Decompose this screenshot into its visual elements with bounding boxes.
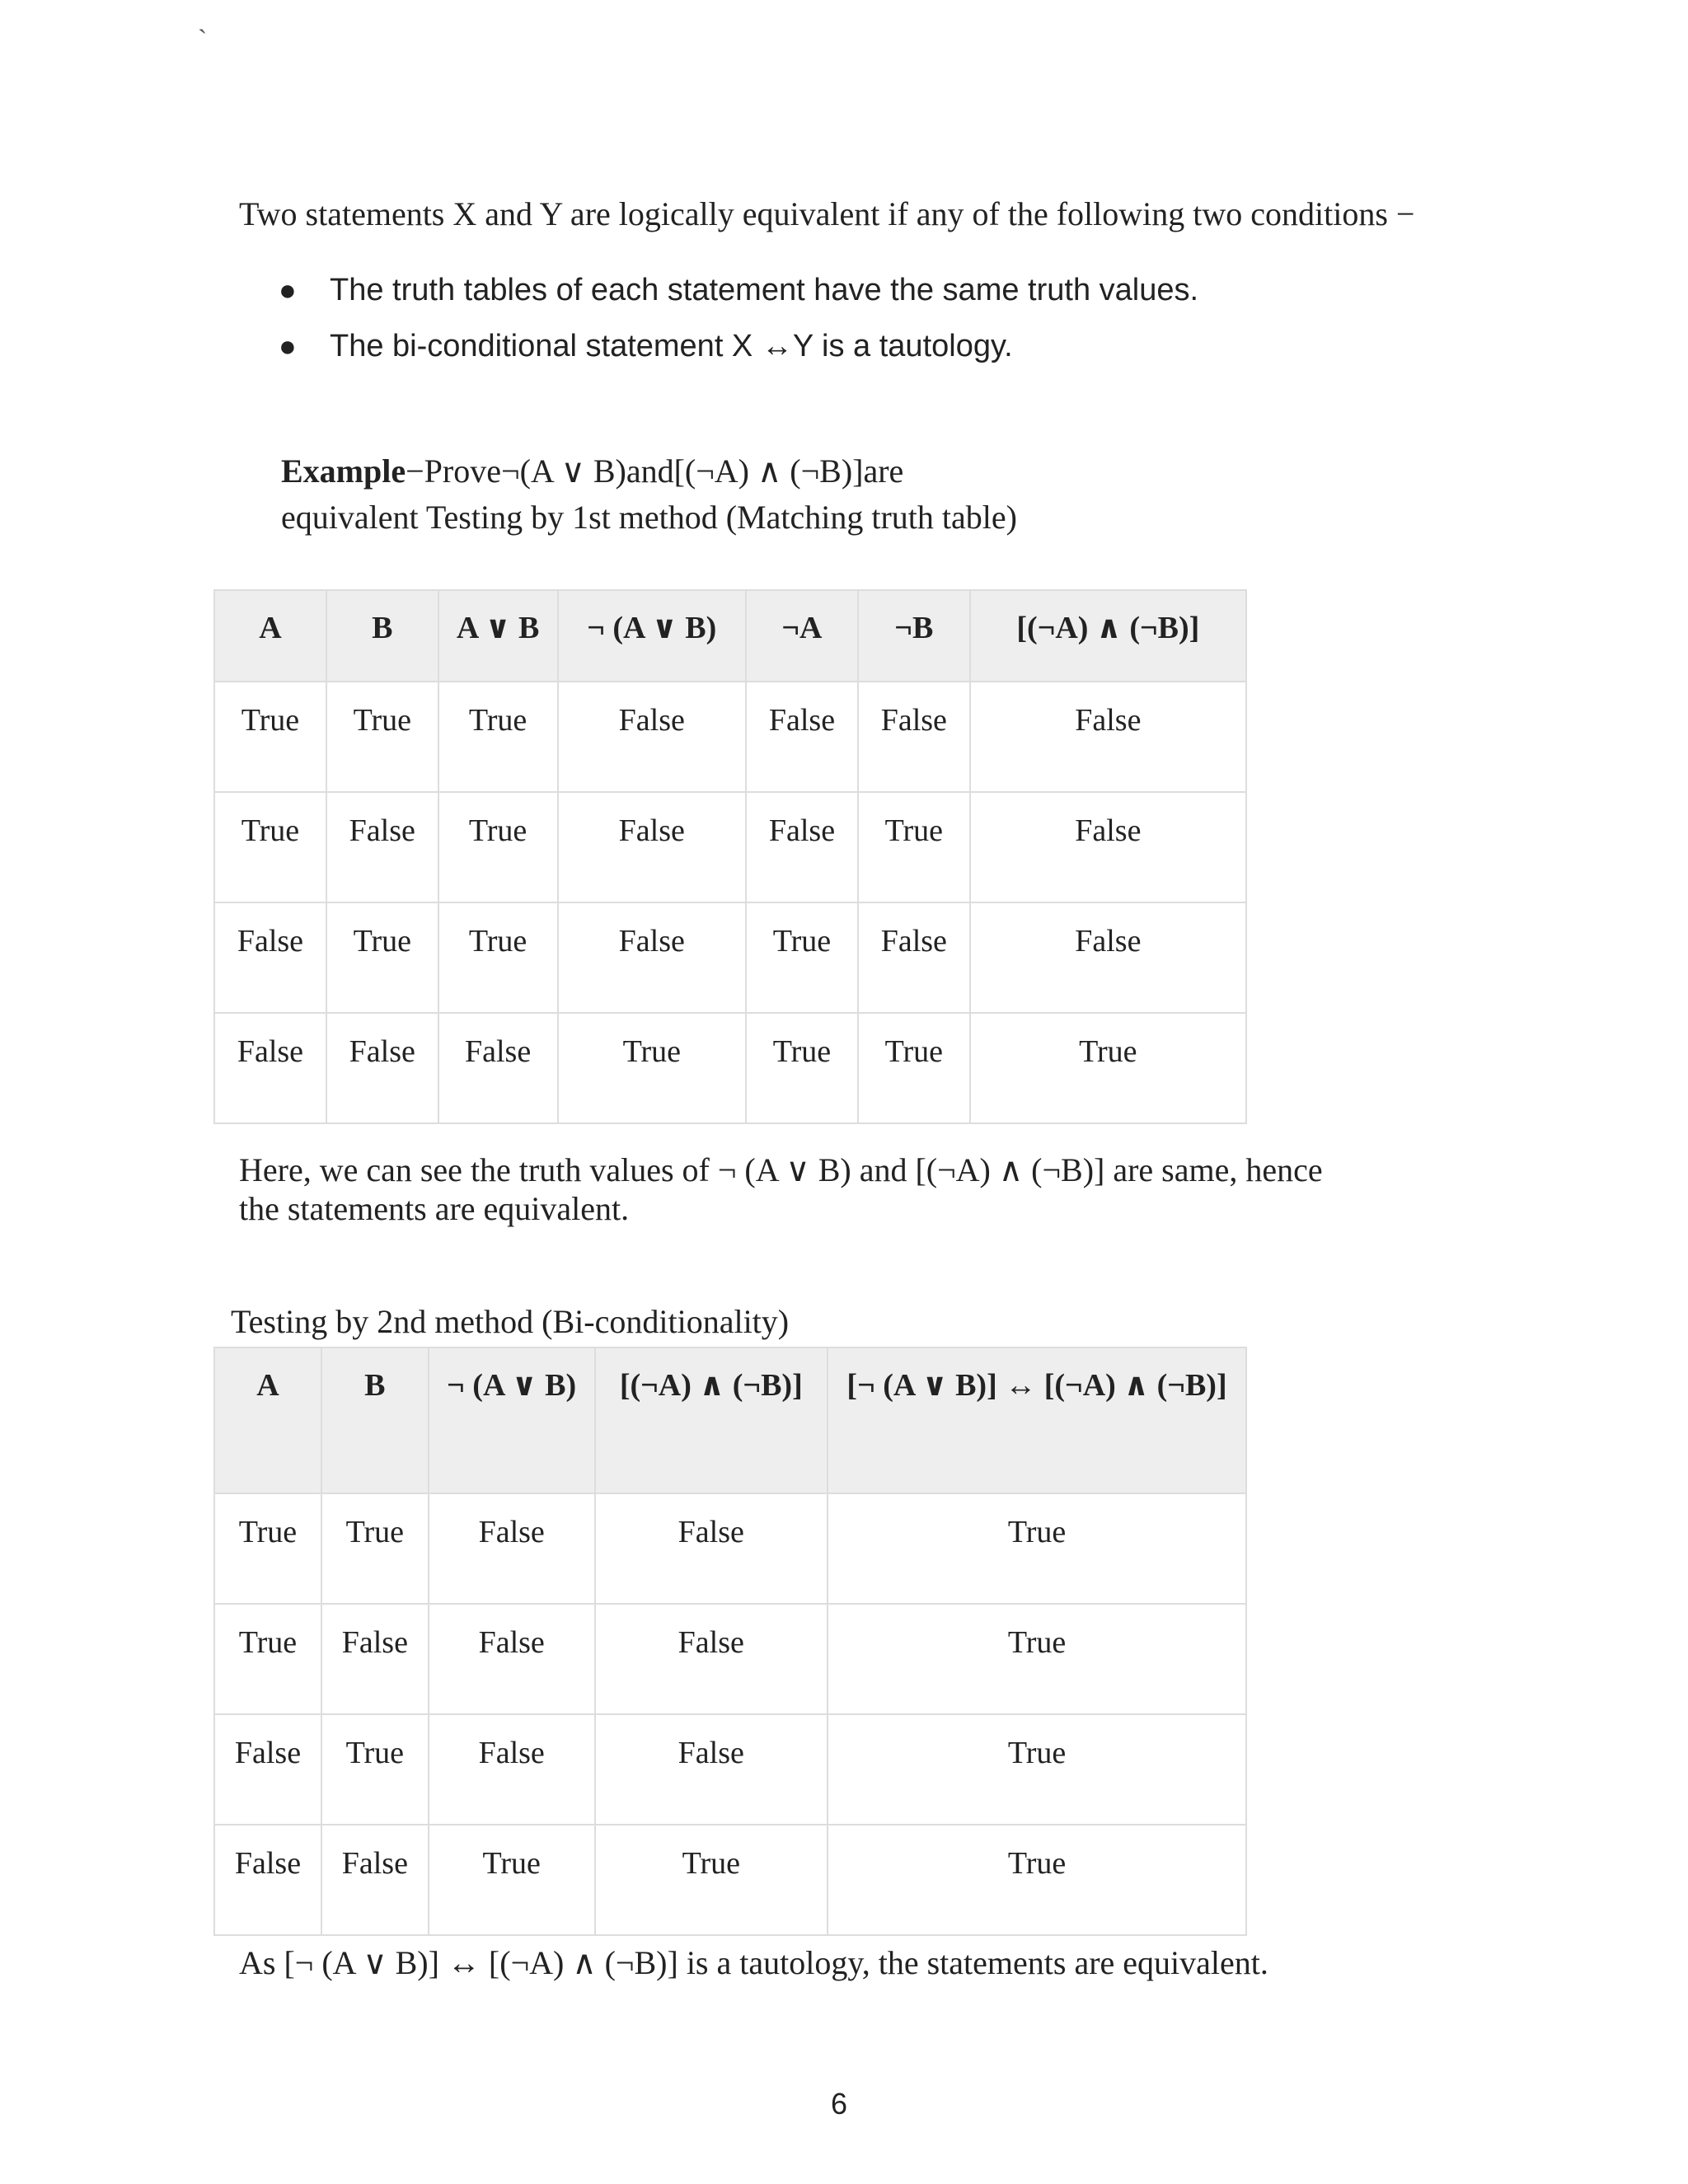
- table-cell: False: [214, 1825, 321, 1935]
- table-cell: False: [558, 682, 747, 792]
- condition-text: The bi-conditional statement X ↔Y is a tautology.: [330, 329, 1013, 363]
- table-cell: True: [321, 1714, 429, 1825]
- table-cell: True: [438, 902, 558, 1013]
- column-header: [¬ (A ∨ B)] ↔ [(¬A) ∧ (¬B)]: [828, 1347, 1246, 1493]
- table-cell: True: [438, 792, 558, 902]
- table-row: [214, 902, 1246, 1013]
- tick-mark: `: [198, 25, 208, 55]
- intro-paragraph: Two statements X and Y are logically equivalent if any of the following two conditions −: [239, 195, 1415, 232]
- table-cell: True: [828, 1604, 1246, 1714]
- condition-text: The truth tables of each statement have the same truth values.: [330, 273, 1199, 307]
- table-cell: True: [558, 1013, 747, 1123]
- table-cell: False: [321, 1604, 429, 1714]
- table-row: [214, 792, 1246, 902]
- table-row: [214, 1604, 1246, 1714]
- table-cell: True: [214, 792, 326, 902]
- table-cell: True: [214, 1493, 321, 1604]
- table-cell: False: [326, 792, 438, 902]
- table-cell: False: [214, 1013, 326, 1123]
- table-cell: False: [970, 792, 1246, 902]
- table-cell: True: [429, 1825, 595, 1935]
- table-cell: True: [214, 682, 326, 792]
- example-text: −Prove¬(A ∨ B)and[(¬A) ∧ (¬B)]are equivalent Testing by 1st method (Matching truth table): [281, 452, 1017, 536]
- table-cell: True: [828, 1493, 1246, 1604]
- column-header: ¬ (A ∨ B): [558, 590, 747, 682]
- table-cell: True: [858, 792, 970, 902]
- table-cell: False: [429, 1714, 595, 1825]
- table-cell: True: [438, 682, 558, 792]
- table-cell: False: [858, 682, 970, 792]
- table-cell: False: [595, 1604, 828, 1714]
- bullet-icon: ●: [279, 329, 297, 363]
- table-cell: True: [828, 1825, 1246, 1935]
- column-header: B: [326, 590, 438, 682]
- page-number: 6: [831, 2087, 848, 2121]
- condition-item: [247, 328, 1198, 384]
- table-cell: True: [746, 1013, 858, 1123]
- table-row: [214, 1013, 1246, 1123]
- table-header-row: [214, 1347, 1246, 1493]
- table-header-row: [214, 590, 1246, 682]
- conclusion-method-1: Here, we can see the truth values of ¬ (A ∨ B) and [(¬A) ∧ (¬B)] are same, hence the statements are equivalent.: [239, 1151, 1323, 1227]
- table-cell: False: [558, 792, 747, 902]
- table-cell: False: [558, 902, 747, 1013]
- table-cell: False: [321, 1825, 429, 1935]
- column-header: ¬B: [858, 590, 970, 682]
- conclusion-method-2: As [¬ (A ∨ B)] ↔ [(¬A) ∧ (¬B)] is a tautology, the statements are equivalent.: [239, 1944, 1268, 1981]
- table-cell: True: [828, 1714, 1246, 1825]
- table-cell: True: [970, 1013, 1246, 1123]
- table-cell: False: [429, 1493, 595, 1604]
- example-paragraph: [281, 448, 1023, 541]
- table-cell: False: [438, 1013, 558, 1123]
- table-row: [214, 1825, 1246, 1935]
- table-cell: True: [326, 902, 438, 1013]
- method-2-heading: Testing by 2nd method (Bi-conditionality): [231, 1303, 790, 1340]
- column-header: A ∨ B: [438, 590, 558, 682]
- table-cell: False: [970, 682, 1246, 792]
- table-cell: True: [746, 902, 858, 1013]
- column-header: [(¬A) ∧ (¬B)]: [595, 1347, 828, 1493]
- condition-item: [247, 272, 1198, 328]
- column-header: A: [214, 590, 326, 682]
- table-row: [214, 1493, 1246, 1604]
- truth-table-method-2: [213, 1347, 1247, 1936]
- table-cell: False: [214, 902, 326, 1013]
- table-row: [214, 1714, 1246, 1825]
- table-cell: True: [595, 1825, 828, 1935]
- bullet-icon: ●: [279, 273, 297, 307]
- column-header: A: [214, 1347, 321, 1493]
- table-cell: True: [326, 682, 438, 792]
- table-cell: False: [970, 902, 1246, 1013]
- table-cell: False: [214, 1714, 321, 1825]
- table-cell: False: [746, 792, 858, 902]
- example-label: Example: [281, 452, 406, 490]
- truth-table-method-1: [213, 589, 1247, 1124]
- table-cell: False: [326, 1013, 438, 1123]
- table-cell: True: [858, 1013, 970, 1123]
- table-cell: True: [214, 1604, 321, 1714]
- table-cell: False: [858, 902, 970, 1013]
- column-header: B: [321, 1347, 429, 1493]
- column-header: [(¬A) ∧ (¬B)]: [970, 590, 1246, 682]
- table-cell: True: [321, 1493, 429, 1604]
- table-row: [214, 682, 1246, 792]
- table-cell: False: [595, 1493, 828, 1604]
- column-header: ¬A: [746, 590, 858, 682]
- conditions-list: [247, 272, 1198, 384]
- table-cell: False: [429, 1604, 595, 1714]
- table-cell: False: [595, 1714, 828, 1825]
- table-cell: False: [746, 682, 858, 792]
- column-header: ¬ (A ∨ B): [429, 1347, 595, 1493]
